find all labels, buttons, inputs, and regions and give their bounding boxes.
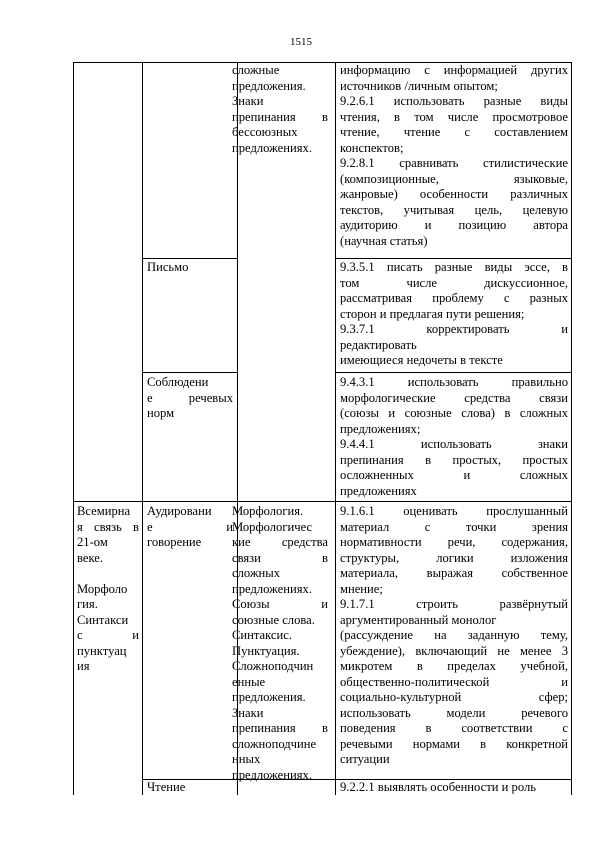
skill-line: Чтение (147, 780, 186, 794)
objective-line: рассматривая проблему с разных (340, 291, 568, 305)
topic-line: предложениях. (232, 140, 312, 155)
paragraph-gap (77, 566, 139, 582)
section-line: 21-ом (77, 535, 108, 549)
topic-line: сложных (232, 566, 281, 580)
skill-line: норм (147, 406, 175, 420)
topic-line: препинания в (232, 721, 328, 735)
topic-line: сложноподчине (232, 736, 317, 751)
objective-line: осложненных и сложных (340, 468, 568, 482)
topic-cell (232, 504, 328, 783)
topic-line: кие средства (232, 535, 328, 549)
objective-line: чтение, чтение с составлением (340, 125, 568, 139)
objective-line: препинания в простых, простых (340, 452, 568, 467)
topic-cell (232, 63, 328, 156)
objective-line: (композиционные, языковые, (340, 171, 568, 186)
objective-line: (научная статья) (340, 233, 428, 248)
skill-cell (147, 504, 233, 551)
row-divider (335, 258, 572, 259)
objective-line: 9.3.5.1 писать разные виды эссе, в (340, 260, 568, 274)
row-divider (142, 372, 237, 373)
skill-line: е и (147, 519, 233, 534)
objective-line: 9.2.8.1 сравнивать стилистические (340, 156, 568, 170)
objective-line: материал с точки зрения (340, 519, 568, 534)
objectives-cell (340, 375, 568, 499)
topic-line: предложениях. (232, 581, 312, 596)
objectives-cell (340, 504, 568, 768)
skill-line: е речевых (147, 390, 233, 405)
objective-line: 9.4.4.1 использовать знаки (340, 437, 568, 451)
row-divider (335, 372, 572, 373)
objective-line: 9.1.6.1 оценивать прослушанный (340, 504, 568, 518)
objective-line: мнение; (340, 581, 383, 596)
section-cell (77, 504, 139, 675)
topic-line: Морфология. (232, 504, 304, 518)
skill-line: говорение (147, 535, 202, 549)
skill-cell (147, 780, 233, 796)
topic-line: Союзы и (232, 597, 328, 611)
objective-line: 9.3.7.1 корректировать и (340, 322, 568, 336)
section-line: Всемирна (77, 504, 131, 518)
column-divider (335, 62, 336, 795)
section-line: Морфоло (77, 581, 128, 596)
objective-line: предложениях; (340, 421, 421, 436)
objectives-cell (340, 63, 568, 249)
objective-line: ситуации (340, 752, 390, 766)
topic-line: Знаки (232, 705, 264, 720)
objective-line: конспектов; (340, 140, 404, 155)
objective-line: аргументированный монолог (340, 612, 497, 627)
table-left-border (73, 62, 74, 795)
column-divider (142, 62, 143, 795)
objectives-cell (340, 260, 568, 369)
skill-line: Письмо (147, 260, 189, 274)
objective-line: речевыми нормами в конкретной (340, 736, 568, 751)
topic-line: сложные (232, 63, 280, 77)
section-line: Синтакси (77, 612, 129, 627)
objective-line: предложениях (340, 483, 417, 498)
topic-line: Сложноподчин (232, 659, 314, 673)
objective-line: убеждение), включающий не менее 3 (340, 643, 568, 658)
topic-line: Знаки (232, 94, 264, 108)
objective-line: поведения в соответствии с (340, 721, 568, 735)
section-line: я связь в (77, 519, 139, 534)
objectives-cell (340, 780, 568, 796)
objective-line: 9.4.3.1 использовать правильно (340, 375, 568, 389)
objective-line: морфологические средства связи (340, 390, 568, 405)
section-line: ия (77, 659, 90, 673)
topic-line: предложения. (232, 78, 306, 93)
objective-line: текстов, учитывая цель, целевую (340, 202, 568, 217)
objective-line: 9.2.2.1 выявлять особенности и роль (340, 780, 536, 794)
section-line: гия. (77, 597, 98, 611)
objective-line: 9.2.6.1 использовать разные виды (340, 94, 568, 108)
objective-line: том числе дискуссионное, (340, 275, 568, 290)
topic-line: предложениях. (232, 767, 312, 782)
skill-cell (147, 375, 233, 422)
section-line: пунктуац (77, 643, 127, 658)
objective-line: структуры, логики изложения (340, 550, 568, 565)
topic-line: нных (232, 752, 261, 766)
objective-line: общественно-политической и (340, 674, 568, 689)
row-divider (142, 258, 237, 259)
topic-line: Морфологичес (232, 519, 313, 534)
curriculum-table (73, 62, 572, 795)
objective-line: 9.1.7.1 строить развёрнутый (340, 597, 568, 611)
objective-line: микротем в пределах учебной, (340, 659, 568, 673)
objective-line: сторон и предлагая пути решения; (340, 306, 525, 321)
objective-line: нормативности речи, содержания, (340, 535, 568, 549)
topic-line: предложения. (232, 690, 306, 704)
objective-line: материала, выражая собственное (340, 566, 568, 580)
objective-line: источников /личным опытом; (340, 78, 498, 93)
objective-line: чтения, в том числе просмотровое (340, 109, 568, 124)
objective-line: использовать модели речевого (340, 705, 568, 720)
page-number: 1515 (290, 36, 312, 48)
section-line: с и (77, 628, 139, 642)
objective-line: (союзы и союзные слова) в сложных (340, 406, 568, 420)
table-right-border (571, 62, 572, 795)
topic-line: связи в (232, 550, 328, 565)
topic-line: союзные слова. (232, 612, 315, 627)
objective-line: (рассуждение на заданную тему, (340, 628, 568, 642)
skill-line: Аудировани (147, 504, 212, 518)
objective-line: информацию с информацией других (340, 63, 568, 77)
objective-line: редактировать (340, 337, 417, 352)
row-divider (73, 501, 572, 502)
objective-line: имеющиеся недочеты в тексте (340, 353, 503, 367)
topic-line: бессоюзных (232, 125, 298, 139)
skill-line: Соблюдени (147, 375, 209, 389)
objective-line: социально-культурной сфер; (340, 690, 568, 704)
topic-line: Синтаксис. (232, 628, 292, 642)
section-line: веке. (77, 550, 104, 565)
objective-line: жанровые) особенности различных (340, 187, 568, 201)
skill-cell (147, 260, 233, 276)
objective-line: аудиторию и позицию автора (340, 218, 568, 232)
topic-line: Пунктуация. (232, 643, 300, 658)
topic-line: препинания в (232, 109, 328, 124)
topic-line: енные (232, 674, 266, 689)
